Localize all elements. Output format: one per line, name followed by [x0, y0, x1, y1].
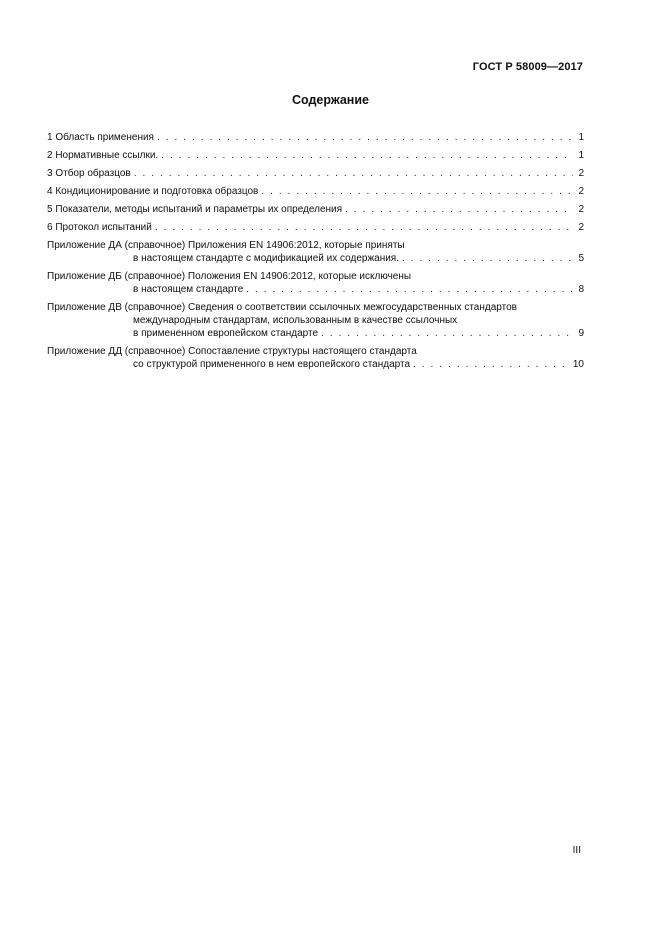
toc-entry-5[interactable] — [47, 203, 584, 216]
page-number: III — [572, 845, 581, 856]
toc-page-number: 2 — [578, 204, 584, 215]
dot-leader — [155, 221, 573, 234]
toc-entry-title: 6 Протокол испытаний — [47, 222, 152, 233]
dot-leader — [134, 167, 573, 180]
dot-leader — [321, 327, 573, 340]
toc-entry-title: Приложение ДВ (справочное) Сведения о соответствии ссылочных межгосударственных стандартов — [47, 302, 517, 313]
toc-entry-title: 1 Область применения — [47, 132, 154, 143]
toc-entry-title: 4 Кондиционирование и подготовка образцов — [47, 186, 259, 197]
toc-entry-title-continued: в настоящем стандарте — [133, 284, 244, 295]
toc-entry-title: 2 Нормативные ссылки. — [47, 150, 159, 161]
toc-entry-title: Приложение ДБ (справочное) Положения EN 14906:2012, которые исключены — [47, 271, 412, 282]
toc-entry-1[interactable] — [47, 131, 584, 144]
toc-entry-title: Приложение ДД (справочное) Сопоставление структуры настоящего стандарта — [47, 346, 417, 357]
toc-entry-4[interactable] — [47, 185, 584, 198]
toc-page-number: 1 — [578, 150, 584, 161]
toc-entry-title: 3 Отбор образцов — [47, 168, 131, 179]
toc-entry-title: Приложение ДА (справочное) Приложения EN 14906:2012, которые приняты — [47, 240, 405, 251]
toc-page-number: 1 — [578, 132, 584, 143]
dot-leader — [261, 185, 573, 198]
toc-entry-annex-da[interactable] — [47, 239, 584, 265]
document-code: ГОСТ Р 58009—2017 — [472, 61, 583, 73]
toc-entry-6[interactable] — [47, 221, 584, 234]
toc-entry-2[interactable] — [47, 149, 584, 162]
toc-entry-title: 5 Показатели, методы испытаний и параметры их определения — [47, 204, 343, 215]
toc-page-number: 10 — [572, 359, 584, 370]
toc-page-number: 9 — [578, 328, 584, 339]
toc-page-number: 2 — [578, 186, 584, 197]
toc-page-number: 2 — [578, 222, 584, 233]
toc-entry-3[interactable] — [47, 167, 584, 180]
dot-leader — [157, 131, 573, 144]
dot-leader — [402, 252, 573, 265]
toc-entry-annex-db[interactable] — [47, 270, 584, 296]
toc-entry-title-continued: со структурой примененного в нем европейского стандарта — [133, 359, 411, 370]
toc-entry-annex-dd[interactable] — [47, 345, 584, 371]
toc-page-number: 2 — [578, 168, 584, 179]
toc-entry-title-continued: в настоящем стандарте с модификацией их содержания. — [133, 253, 400, 264]
dot-leader — [413, 358, 570, 371]
dot-leader — [345, 203, 573, 216]
toc-entry-annex-dv[interactable] — [47, 301, 584, 340]
toc-page-number: 8 — [578, 284, 584, 295]
dot-leader — [161, 149, 573, 162]
toc-entry-title-continued: международным стандартам, использованным в качестве ссылочных — [133, 315, 458, 326]
table-of-contents — [47, 131, 584, 376]
toc-title: Содержание — [291, 93, 369, 107]
toc-page-number: 5 — [578, 253, 584, 264]
toc-entry-title-continued: в примененном европейском стандарте — [133, 328, 319, 339]
dot-leader — [246, 283, 573, 296]
